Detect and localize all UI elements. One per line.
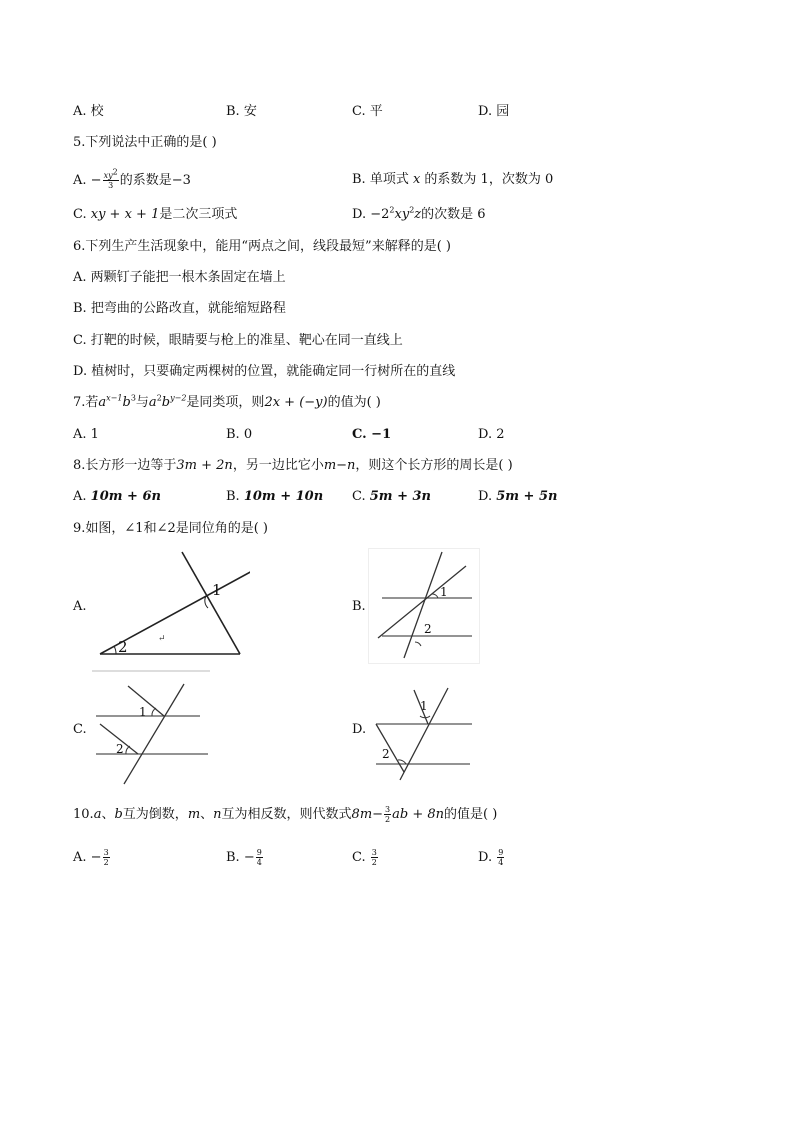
q10-option-a: A. − $\frac{3}{2}$ bbox=[73, 848, 109, 867]
q6-stem: 6.下列生产生活现象中，能用“两点之间，线段最短”来解释的是( ) bbox=[73, 239, 451, 254]
q10-fraction: $\frac{3}{2}$ bbox=[385, 805, 391, 824]
fig-b-angle2-arc bbox=[415, 642, 421, 646]
q5-stem: 5.下列说法中正确的是( ) bbox=[73, 135, 217, 150]
q10-stem: 10.a、b互为倒数，m、n互为相反数，则代数式8m− $\frac{3}{2}$ ab + 8n的值是( ) bbox=[73, 805, 498, 824]
q9-fig-a-mark: ↵ bbox=[158, 634, 166, 644]
q9-fig-d-angle1: 1 bbox=[420, 699, 428, 713]
q9-fig-c-angle1: 1 bbox=[139, 705, 147, 719]
q5-option-c: C. xy + x + 1是二次三项式 bbox=[73, 207, 238, 222]
q9-figure-c bbox=[92, 682, 212, 788]
q9-figure-b bbox=[368, 548, 480, 664]
q9-fig-a-angle1: 1 bbox=[212, 581, 222, 599]
fig-c-transversal bbox=[124, 684, 184, 784]
q8-option-b: B. 10m + 10n bbox=[226, 489, 324, 504]
q9-fig-c-letter: C. bbox=[73, 722, 87, 737]
q7-option-a: A. 1 bbox=[73, 427, 99, 442]
q9-fig-d-angle2: 2 bbox=[382, 747, 390, 761]
q5-a-prefix: A. bbox=[73, 173, 91, 188]
q5-a-fraction: $\frac{xy^2}{3}$ bbox=[103, 167, 118, 190]
q8-option-d: D. 5m + 5n bbox=[478, 489, 558, 504]
q6-option-b: B. 把弯曲的公路改直，就能缩短路程 bbox=[73, 301, 286, 316]
fig-b-transversal bbox=[404, 552, 442, 658]
q7-option-c: C. −1 bbox=[352, 427, 392, 442]
q9-fig-b-angle2: 2 bbox=[424, 622, 432, 636]
q9-fig-d-letter: D. bbox=[352, 722, 367, 737]
q6-option-c: C. 打靶的时候，眼睛要与枪上的准星、靶心在同一直线上 bbox=[73, 333, 403, 348]
q8-option-c: C. 5m + 3n bbox=[352, 489, 431, 504]
fig-b-frame bbox=[369, 549, 480, 664]
q7-stem: 7.若$a^{x-1}b^3$与$a^2b^{y-2}$是同类项，则2x + (−y)的值为( ) bbox=[73, 393, 381, 410]
q9-stem: 9.如图，∠1和∠2是同位角的是( ) bbox=[73, 521, 269, 536]
q4-option-d: D. 园 bbox=[478, 104, 510, 119]
q4-option-a: A. 校 bbox=[73, 104, 104, 119]
q9-fig-a-letter: A. bbox=[73, 599, 87, 614]
q9-fig-b-angle1: 1 bbox=[440, 585, 448, 599]
q8-stem: 8.长方形一边等于3m + 2n，另一边比它小m−n，则这个长方形的周长是( ) bbox=[73, 458, 513, 473]
fig-b-slant-line bbox=[378, 566, 466, 638]
q4-option-b: B. 安 bbox=[226, 104, 257, 119]
q10-option-c: C. $\frac{3}{2}$ bbox=[352, 848, 377, 867]
q5-option-d: D. $-2^2xy^2z$的次数是 6 bbox=[352, 205, 486, 222]
q5-option-b: B. 单项式 x 的系数为 1，次数为 0 bbox=[352, 172, 554, 187]
q10-option-b: B. − $\frac{9}{4}$ bbox=[226, 848, 262, 867]
q8-option-a: A. 10m + 6n bbox=[73, 489, 161, 504]
q9-fig-c-angle2: 2 bbox=[116, 742, 124, 756]
fig-a-angle2-arc bbox=[114, 646, 116, 654]
q10-option-d: D. $\frac{9}{4}$ bbox=[478, 848, 504, 867]
q7-option-d: D. 2 bbox=[478, 427, 505, 442]
q7-option-b: B. 0 bbox=[226, 427, 253, 442]
q9-fig-b-letter: B. bbox=[352, 599, 366, 614]
q9-fig-a-angle2: 2 bbox=[118, 638, 128, 656]
q6-option-d: D. 植树时，只要确定两棵树的位置，就能确定同一行树所在的直线 bbox=[73, 364, 456, 379]
fig-d-lower-slant bbox=[376, 724, 404, 772]
q4-option-c: C. 平 bbox=[352, 104, 383, 119]
q5-option-a: A. − $\frac{xy^2}{3}$ 的系数是−3 bbox=[73, 167, 191, 190]
q9-figure-a bbox=[90, 550, 250, 676]
fig-a-transversal bbox=[182, 552, 240, 654]
q6-option-a: A. 两颗钉子能把一根木条固定在墙上 bbox=[73, 270, 286, 285]
